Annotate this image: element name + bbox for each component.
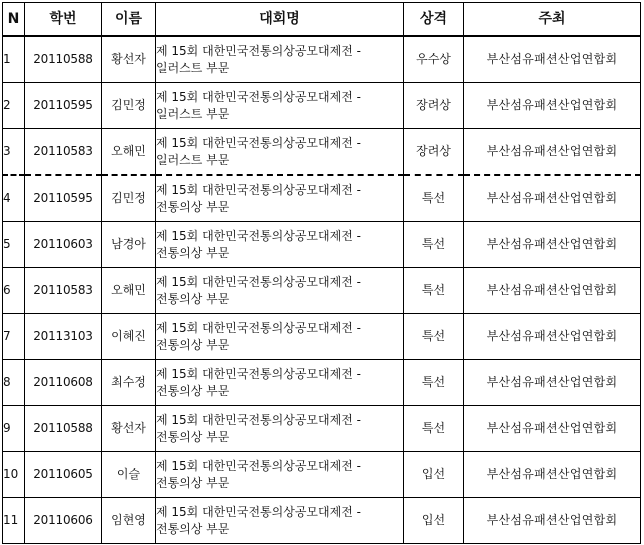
header-name: 이름 xyxy=(102,3,156,37)
competition-title: 제 15회 대한민국전통의상공모대제전 - xyxy=(156,43,361,58)
cell-student-id: 20110605 xyxy=(25,452,102,498)
header-competition: 대회명 xyxy=(156,3,404,37)
cell-competition xyxy=(156,268,404,314)
header-row xyxy=(3,3,641,37)
cell-award: 특선 xyxy=(404,360,464,406)
competition-title: 제 15회 대한민국전통의상공모대제전 - xyxy=(156,274,361,289)
cell-num: 3 xyxy=(3,129,25,176)
table-row xyxy=(3,222,641,268)
cell-competition xyxy=(156,129,404,176)
cell-award: 장려상 xyxy=(404,83,464,129)
cell-name: 김민정 xyxy=(102,83,156,129)
competition-title: 제 15회 대한민국전통의상공모대제전 - xyxy=(156,412,361,427)
cell-name: 임현영 xyxy=(102,498,156,544)
cell-award: 특선 xyxy=(404,222,464,268)
cell-host: 부산섬유패션산업연합회 xyxy=(464,175,641,222)
cell-host: 부산섬유패션산업연합회 xyxy=(464,129,641,176)
cell-student-id: 20110608 xyxy=(25,360,102,406)
cell-host: 부산섬유패션산업연합회 xyxy=(464,36,641,83)
header-num: N xyxy=(3,3,25,37)
cell-competition xyxy=(156,498,404,544)
cell-competition xyxy=(156,406,404,452)
cell-host: 부산섬유패션산업연합회 xyxy=(464,268,641,314)
cell-num: 4 xyxy=(3,175,25,222)
cell-award: 특선 xyxy=(404,406,464,452)
cell-num: 8 xyxy=(3,360,25,406)
cell-award: 입선 xyxy=(404,452,464,498)
competition-category: 전통의상 부문 xyxy=(156,383,230,398)
cell-student-id: 20110606 xyxy=(25,498,102,544)
competition-category: 일러스트 부문 xyxy=(156,106,230,121)
cell-name: 황선자 xyxy=(102,36,156,83)
header-host: 주최 xyxy=(464,3,641,37)
cell-name: 황선자 xyxy=(102,406,156,452)
competition-title: 제 15회 대한민국전통의상공모대제전 - xyxy=(156,458,361,473)
cell-host: 부산섬유패션산업연합회 xyxy=(464,406,641,452)
competition-category: 전통의상 부문 xyxy=(156,475,230,490)
table-row xyxy=(3,452,641,498)
competition-category: 전통의상 부문 xyxy=(156,291,230,306)
cell-competition xyxy=(156,36,404,83)
cell-host: 부산섬유패션산업연합회 xyxy=(464,452,641,498)
cell-num: 1 xyxy=(3,36,25,83)
cell-name: 오해민 xyxy=(102,268,156,314)
cell-student-id: 20113103 xyxy=(25,314,102,360)
cell-host: 부산섬유패션산업연합회 xyxy=(464,498,641,544)
competition-category: 전통의상 부문 xyxy=(156,337,230,352)
table-row xyxy=(3,36,641,83)
cell-name: 이혜진 xyxy=(102,314,156,360)
cell-competition xyxy=(156,360,404,406)
cell-name: 남경아 xyxy=(102,222,156,268)
competition-title: 제 15회 대한민국전통의상공모대제전 - xyxy=(156,320,361,335)
cell-competition xyxy=(156,222,404,268)
table-row xyxy=(3,314,641,360)
cell-host: 부산섬유패션산업연합회 xyxy=(464,314,641,360)
cell-name: 이슬 xyxy=(102,452,156,498)
competition-category: 전통의상 부문 xyxy=(156,199,230,214)
cell-student-id: 20110603 xyxy=(25,222,102,268)
competition-category: 전통의상 부문 xyxy=(156,245,230,260)
cell-award: 특선 xyxy=(404,314,464,360)
cell-competition xyxy=(156,452,404,498)
header-student-id: 학번 xyxy=(25,3,102,37)
competition-category: 전통의상 부문 xyxy=(156,521,230,536)
cell-name: 최수정 xyxy=(102,360,156,406)
competition-title: 제 15회 대한민국전통의상공모대제전 - xyxy=(156,89,361,104)
cell-award: 특선 xyxy=(404,175,464,222)
cell-competition xyxy=(156,83,404,129)
competition-category: 일러스트 부문 xyxy=(156,152,230,167)
cell-num: 6 xyxy=(3,268,25,314)
table-row xyxy=(3,129,641,176)
cell-student-id: 20110588 xyxy=(25,406,102,452)
competition-title: 제 15회 대한민국전통의상공모대제전 - xyxy=(156,135,361,150)
competition-title: 제 15회 대한민국전통의상공모대제전 - xyxy=(156,182,361,197)
cell-award: 입선 xyxy=(404,498,464,544)
cell-num: 10 xyxy=(3,452,25,498)
cell-num: 9 xyxy=(3,406,25,452)
cell-student-id: 20110583 xyxy=(25,268,102,314)
cell-competition xyxy=(156,314,404,360)
cell-student-id: 20110583 xyxy=(25,129,102,176)
table-row xyxy=(3,175,641,222)
competition-title: 제 15회 대한민국전통의상공모대제전 - xyxy=(156,228,361,243)
cell-name: 오해민 xyxy=(102,129,156,176)
cell-host: 부산섬유패션산업연합회 xyxy=(464,222,641,268)
cell-award: 특선 xyxy=(404,268,464,314)
cell-name: 김민정 xyxy=(102,175,156,222)
cell-num: 11 xyxy=(3,498,25,544)
cell-competition xyxy=(156,175,404,222)
competition-category: 전통의상 부문 xyxy=(156,429,230,444)
cell-student-id: 20110588 xyxy=(25,36,102,83)
cell-num: 5 xyxy=(3,222,25,268)
cell-host: 부산섬유패션산업연합회 xyxy=(464,83,641,129)
competition-title: 제 15회 대한민국전통의상공모대제전 - xyxy=(156,366,361,381)
table-row xyxy=(3,360,641,406)
cell-student-id: 20110595 xyxy=(25,175,102,222)
cell-num: 2 xyxy=(3,83,25,129)
cell-award: 장려상 xyxy=(404,129,464,176)
table-body xyxy=(3,36,641,544)
header-award: 상격 xyxy=(404,3,464,37)
cell-num: 7 xyxy=(3,314,25,360)
cell-host: 부산섬유패션산업연합회 xyxy=(464,360,641,406)
cell-student-id: 20110595 xyxy=(25,83,102,129)
awards-table xyxy=(2,2,641,544)
table-row xyxy=(3,406,641,452)
competition-title: 제 15회 대한민국전통의상공모대제전 - xyxy=(156,504,361,519)
table-row xyxy=(3,498,641,544)
table-row xyxy=(3,268,641,314)
cell-award: 우수상 xyxy=(404,36,464,83)
table-row xyxy=(3,83,641,129)
competition-category: 일러스트 부문 xyxy=(156,60,230,75)
